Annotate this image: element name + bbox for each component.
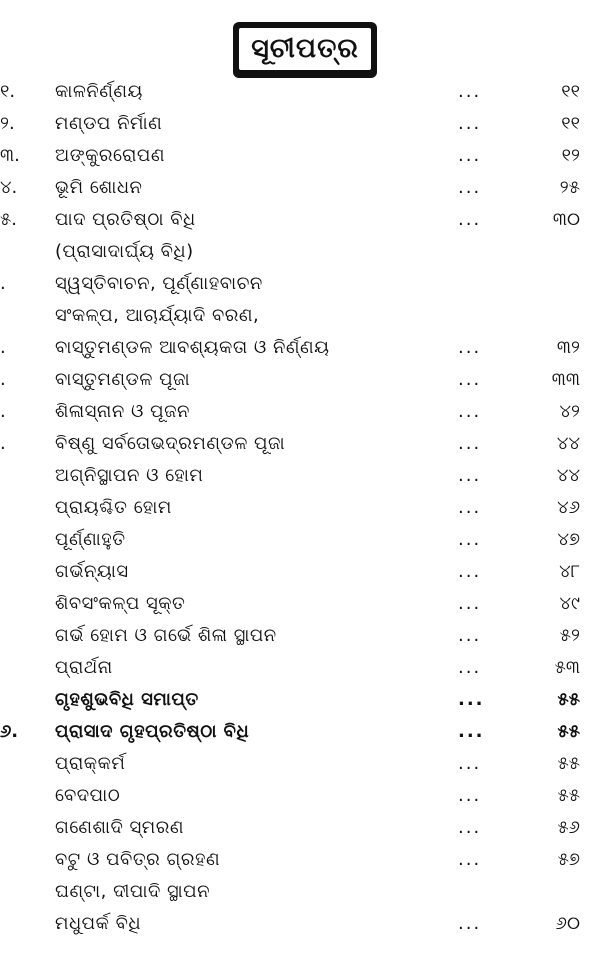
toc-row [0, 812, 600, 844]
toc-entry-number: ୫. [0, 209, 17, 230]
toc-entry-number: ୬. [0, 721, 19, 742]
toc-entry-title: ଗର୍ଭନ୍ୟାସ [55, 561, 129, 582]
toc-page-number: ୩୦ [552, 209, 580, 230]
table-of-contents [0, 76, 600, 940]
toc-entry-title: ଗୃହଶୁଭବିଧି ସମାପ୍ତ [55, 689, 199, 710]
toc-entry-title: ଗର୍ଭ ହୋମ ଓ ଗର୍ଭେ ଶିଳା ସ୍ଥାପନ [55, 625, 277, 646]
toc-row [0, 332, 600, 364]
toc-leader-dots: ... [458, 753, 482, 774]
toc-page-number: ୬୦ [555, 913, 580, 934]
toc-row [0, 108, 600, 140]
toc-page-number: ୫୫ [557, 721, 580, 742]
toc-leader-dots: ... [458, 465, 482, 486]
toc-row [0, 172, 600, 204]
toc-leader-dots: ... [458, 401, 482, 422]
toc-page-number: ୫୨ [559, 625, 580, 646]
toc-row [0, 396, 600, 428]
toc-entry-number: . [0, 401, 6, 422]
toc-page-number: ୫୫ [557, 689, 580, 710]
toc-entry-number: . [0, 337, 6, 358]
toc-leader-dots: ... [458, 593, 482, 614]
toc-entry-title: ଘଣ୍ଟା, ଦୀପାଦି ସ୍ଥାପନ [55, 881, 210, 902]
toc-leader-dots: ... [458, 849, 482, 870]
toc-leader-dots: ... [458, 433, 482, 454]
toc-leader-dots: ... [458, 369, 482, 390]
toc-entry-title: ପୂର୍ଣ୍ଣାହୁତି [55, 529, 126, 550]
toc-row [0, 684, 600, 716]
toc-page-number: ୪୯ [559, 593, 580, 614]
toc-entry-number: . [0, 433, 6, 454]
toc-entry-title: ମଣ୍ଡପ ନିର୍ମାଣ [55, 113, 163, 134]
toc-leader-dots: ... [458, 561, 482, 582]
toc-page-number: ୪୬ [557, 497, 580, 518]
toc-entry-title: ଶିବସଂକଳ୍ପ ସୂକ୍ତ [55, 593, 186, 614]
toc-entry-title: (ପ୍ରାସାଦାର୍ଘ୍ୟ ବିଧି) [55, 241, 194, 262]
toc-page-number: ୪୪ [556, 433, 580, 454]
toc-entry-title: ସ୍ୱସ୍ତିବାଚନ, ପୂର୍ଣ୍ଣାହବାଚନ [55, 273, 263, 294]
toc-leader-dots: ... [458, 113, 482, 134]
toc-row [0, 268, 600, 300]
toc-row [0, 76, 600, 108]
toc-page-number: ୧୧ [561, 113, 580, 134]
toc-page-number: ୩୨ [556, 337, 580, 358]
toc-entry-title: ବିଷ୍ଣୁ ସର୍ବତୋଭଦ୍ରମଣ୍ଡଳ ପୂଜା [55, 433, 286, 454]
toc-entry-number: . [0, 369, 6, 390]
toc-entry-number: ୪. [0, 177, 18, 198]
toc-page-number: ୩୩ [551, 369, 580, 390]
toc-leader-dots: ... [458, 785, 482, 806]
toc-page-number: ୧୧ [561, 81, 580, 102]
title-banner [0, 22, 600, 78]
toc-row [0, 140, 600, 172]
toc-row [0, 524, 600, 556]
toc-page-number: ୪୭ [557, 529, 580, 550]
toc-page-number: ୫୭ [557, 849, 580, 870]
toc-row [0, 844, 600, 876]
toc-row [0, 492, 600, 524]
toc-leader-dots: ... [458, 657, 482, 678]
toc-leader-dots: ... [458, 497, 482, 518]
toc-entry-title: ବାସ୍ତୁମଣ୍ଡଳ ପୂଜା [55, 369, 191, 390]
toc-entry-title: ପ୍ରାସାଦ ଗୃହପ୍ରତିଷ୍ଠା ବିଧି [55, 721, 250, 742]
toc-row [0, 748, 600, 780]
toc-page-number: ୧୨ [561, 145, 580, 166]
toc-leader-dots: ... [458, 689, 485, 710]
toc-entry-number: . [0, 273, 6, 294]
toc-entry-title: ପ୍ରାୟଶ୍ଚିତ ହୋମ [55, 497, 172, 518]
toc-leader-dots: ... [458, 625, 482, 646]
toc-entry-number: ୩. [0, 145, 20, 166]
toc-leader-dots: ... [458, 529, 482, 550]
toc-entry-title: କାଳନିର୍ଣ୍ଣୟ [55, 81, 143, 102]
toc-row [0, 460, 600, 492]
toc-entry-title: ଅଗ୍ନିସ୍ଥାପନ ଓ ହୋମ [55, 465, 204, 486]
toc-entry-title: ପ୍ରାର୍ଥନା [55, 657, 113, 678]
toc-row [0, 204, 600, 236]
toc-page-number: ୨୫ [559, 177, 580, 198]
toc-leader-dots: ... [458, 721, 485, 742]
toc-leader-dots: ... [458, 81, 482, 102]
toc-page-number: ୫୩ [554, 657, 580, 678]
toc-page-number: ୫୬ [557, 817, 580, 838]
toc-entry-title: ବାସ୍ତୁମଣ୍ଡଳ ଆବଶ୍ୟକତା ଓ ନିର୍ଣ୍ଣୟ [55, 337, 330, 358]
toc-page-number: ୫୫ [557, 753, 580, 774]
toc-leader-dots: ... [458, 209, 482, 230]
toc-entry-title: ପ୍ରାକ୍‌କର୍ମ [55, 753, 126, 774]
toc-row [0, 876, 600, 908]
toc-leader-dots: ... [458, 817, 482, 838]
toc-leader-dots: ... [458, 337, 482, 358]
toc-entry-title: ଶିଳାସ୍ନାନ ଓ ପୂଜନ [55, 401, 190, 422]
toc-page-number: ୫୫ [557, 785, 580, 806]
toc-row [0, 908, 600, 940]
toc-page-number: ୪୮ [559, 561, 580, 582]
toc-entry-number: ୧. [0, 81, 16, 102]
toc-entry-title: ପାଦ ପ୍ରତିଷ୍ଠା ବିଧି [55, 209, 196, 230]
toc-page-number: ୪୪ [556, 465, 580, 486]
toc-entry-title: ଗଣେଶାଦି ସ୍ମରଣ [55, 817, 185, 838]
toc-leader-dots: ... [458, 913, 482, 934]
toc-row [0, 620, 600, 652]
toc-entry-title: ବେଦପାଠ [55, 785, 121, 806]
toc-leader-dots: ... [458, 177, 482, 198]
toc-row [0, 364, 600, 396]
toc-entry-number: ୨. [0, 113, 15, 134]
toc-row [0, 428, 600, 460]
toc-page-number: ୪୨ [559, 401, 580, 422]
toc-entry-title: ସଂକଳ୍ପ, ଆଚାର୍ଯ୍ୟାଦି ବରଣ, [55, 305, 260, 326]
toc-row [0, 780, 600, 812]
toc-entry-title: ମଧୁପର୍କ ବିଧି [55, 913, 142, 934]
toc-row [0, 556, 600, 588]
toc-row [0, 588, 600, 620]
toc-row [0, 716, 600, 748]
page-title: ସୂଚୀପତ୍ର [237, 26, 373, 72]
toc-entry-title: ବଟୁ ଓ ପବିତ୍ର ଗ୍ରହଣ [55, 849, 221, 870]
toc-row [0, 300, 600, 332]
toc-entry-title: ଭୂମି ଶୋଧନ [55, 177, 143, 198]
toc-row [0, 236, 600, 268]
toc-leader-dots: ... [458, 145, 482, 166]
toc-row [0, 652, 600, 684]
title-frame [233, 22, 377, 78]
toc-entry-title: ଅଙ୍କୁରରୋପଣ [55, 145, 165, 166]
